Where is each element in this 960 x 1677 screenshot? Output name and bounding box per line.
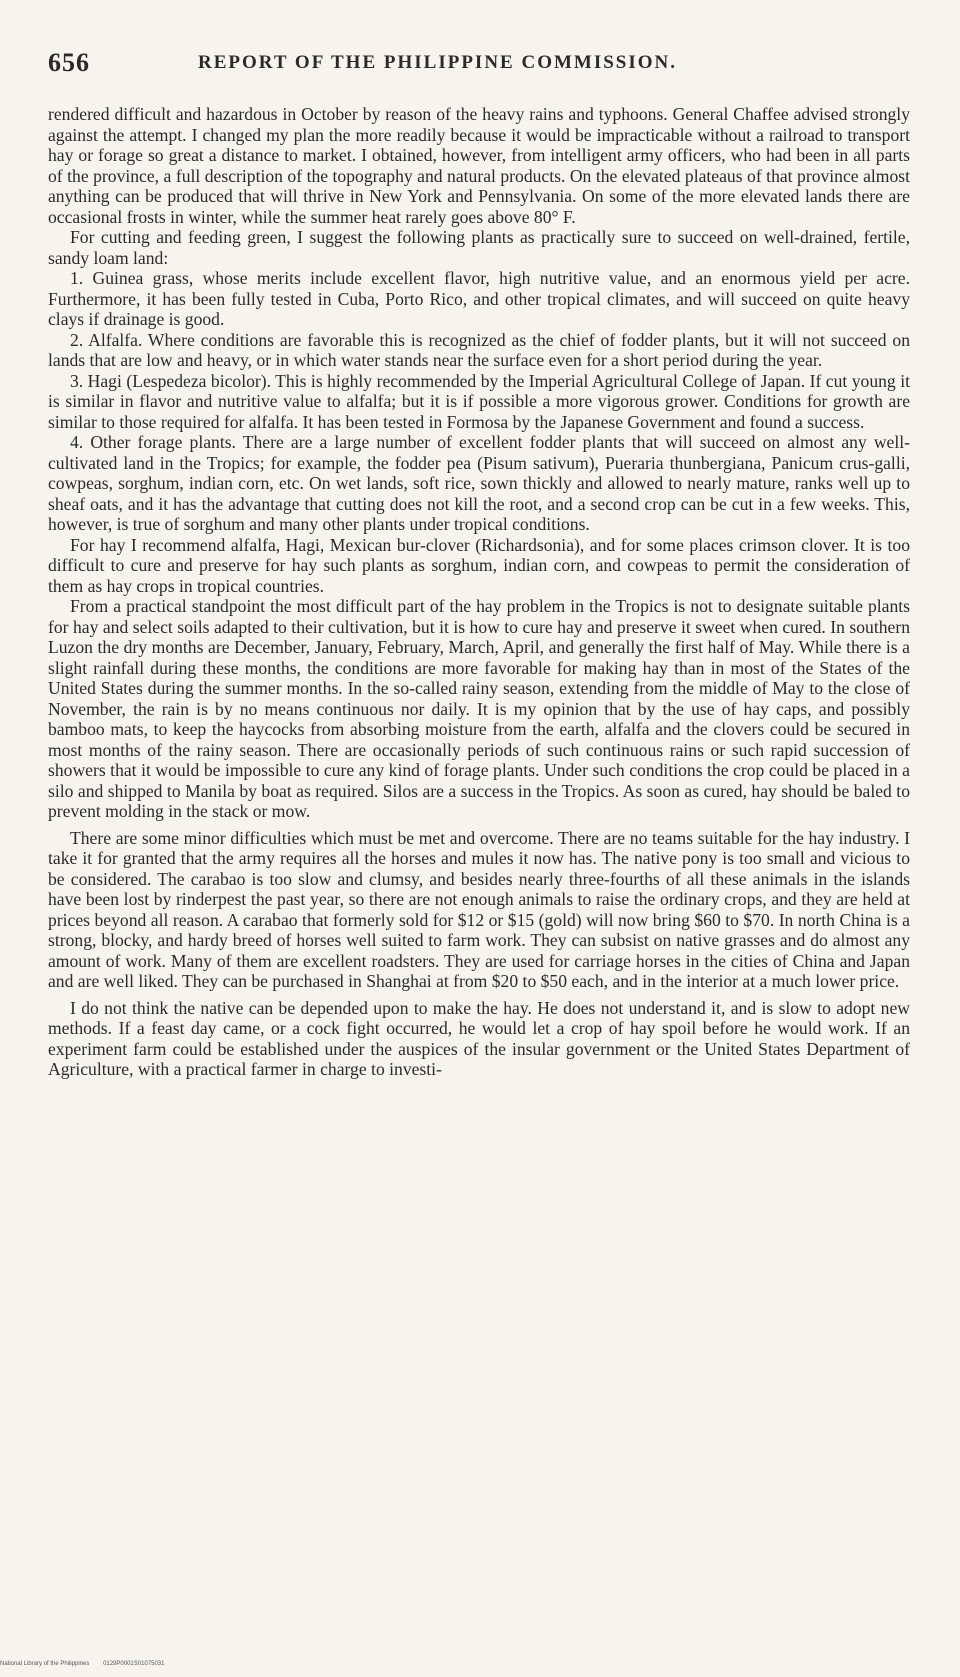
paragraph: 4. Other forage plants. There are a large number of excellent fodder plants that will succeed on almost any well-cultivated land in the Tropics; for example, the fodder pea (Pisum sativum), Pueraria thunbergiana, Panicum crus-galli, cowpeas, sorghum, indian corn, etc. On wet lands, soft rice, sown thickly and allowed to nearly mature, ranks well up to sheaf oats, and it has the advantage that cutting does not kill the root, and a second crop can be cut in a few weeks. This, however, is true of sorghum and many other plants under tropical conditions. (48, 432, 910, 534)
paragraph: 2. Alfalfa. Where conditions are favorable this is recognized as the chief of fodder plants, but it will not succeed on lands that are low and heavy, or in which water stands near the surface even for a short period during the year. (48, 329, 910, 370)
paragraph: For cutting and feeding green, I suggest the following plants as practically sure to succeed on well-drained, fertile, sandy loam land: (48, 227, 910, 268)
page-header (48, 48, 908, 84)
paragraph: For hay I recommend alfalfa, Hagi, Mexican bur-clover (Richardsonia), and for some places crimson clover. It is too difficult to cure and preserve for hay such plants as sorghum, indian corn, and cowpeas to permit the consideration of them as hay crops in tropical countries. (48, 534, 910, 596)
scan-footer (0, 1661, 176, 1667)
paragraph: 1. Guinea grass, whose merits include excellent flavor, high nutritive value, and an enormous yield per acre. Furthermore, it has been fully tested in Cuba, Porto Rico, and other tropical climates, and will succeed on quite heavy clays if drainage is good. (48, 268, 910, 329)
paragraph: 3. Hagi (Lespedeza bicolor). This is highly recommended by the Imperial Agricultural College of Japan. If cut young it is similar in flavor and nutritive value to alfalfa; but it is if possible a more vigorous grower. Conditions for growth are similar to those required for alfalfa. It has been tested in Formosa by the Japanese Government and found a success. (48, 370, 910, 432)
record-id: 0129P0001S01075031 (103, 1661, 165, 1667)
library-credit: National Library of the Philippines (0, 1661, 90, 1667)
paragraph: rendered difficult and hazardous in October by reason of the heavy rains and typhoons. General Chaffee advised strongly against the attempt. I changed my plan the more readily because it would be impracticable without a railroad to transport hay or forage so great a distance to market. I obtained, however, from intelligent army officers, who had been in all parts of the province, a full description of the topography and natural products. On the elevated plateaus of that province almost anything can be produced that will thrive in New York and Pennsylvania. On some of the more elevated lands there are occasional frosts in winter, while the summer heat rarely goes above 80° F. (48, 104, 910, 227)
page-number: 656 (48, 48, 90, 77)
page-body (48, 104, 910, 1080)
paragraph: From a practical standpoint the most difficult part of the hay problem in the Tropics is not to designate suitable plants for hay and select soils adapted to their cultivation, but it is how to cure hay and preserve it sweet when cured. In southern Luzon the dry months are December, January, February, March, April, and generally the first half of May. While there is a slight rainfall during these months, the conditions are more favorable for making hay than in most of the States of the United States during the summer months. In the so-called rainy season, extending from the middle of May to the close of November, the rain is by no means continuous nor daily. It is my opinion that by the use of hay caps, and possibly bamboo mats, to keep the haycocks from absorbing moisture from the earth, alfalfa and the clovers could be secured in most months of the rainy season. There are occasionally periods of such continuous rains or such rapid succession of showers that it would be impossible to cure any kind of forage plants. Under such conditions the crop could be placed in a silo and shipped to Manila by boat as required. Silos are a success in the Tropics. As soon as cured, hay should be baled to prevent molding in the stack or mow. (48, 596, 910, 821)
paragraph: I do not think the native can be depended upon to make the hay. He does not understand it, and is slow to adopt new methods. If a feast day came, or a cock fight occurred, he would let a crop of hay spoil before he would work. If an experiment farm could be established under the auspices of the insular government or the United States Department of Agriculture, with a practical farmer in charge to investi- (48, 997, 910, 1079)
running-title: REPORT OF THE PHILIPPINE COMMISSION. (198, 52, 678, 73)
paragraph: There are some minor difficulties which must be met and overcome. There are no teams suitable for the hay industry. I take it for granted that the army requires all the horses and mules it now has. The native pony is too small and vicious to be considered. The carabao is too slow and clumsy, and besides nearly three-fourths of all these animals in the islands have been lost by rinderpest the past year, so there are not enough animals to raise the ordinary crops, and they are held at prices beyond all reason. A carabao that formerly sold for $12 or $15 (gold) will now bring $60 to $70. In north China is a strong, blocky, and hardy breed of horses well suited to farm work. They can subsist on native grasses and do almost any amount of work. Many of them are excellent roadsters. They are used for carriage horses in the cities of China and Japan and are well liked. They can be purchased in Shanghai at from $20 to $50 each, and in the interior at a much lower price. (48, 827, 910, 991)
